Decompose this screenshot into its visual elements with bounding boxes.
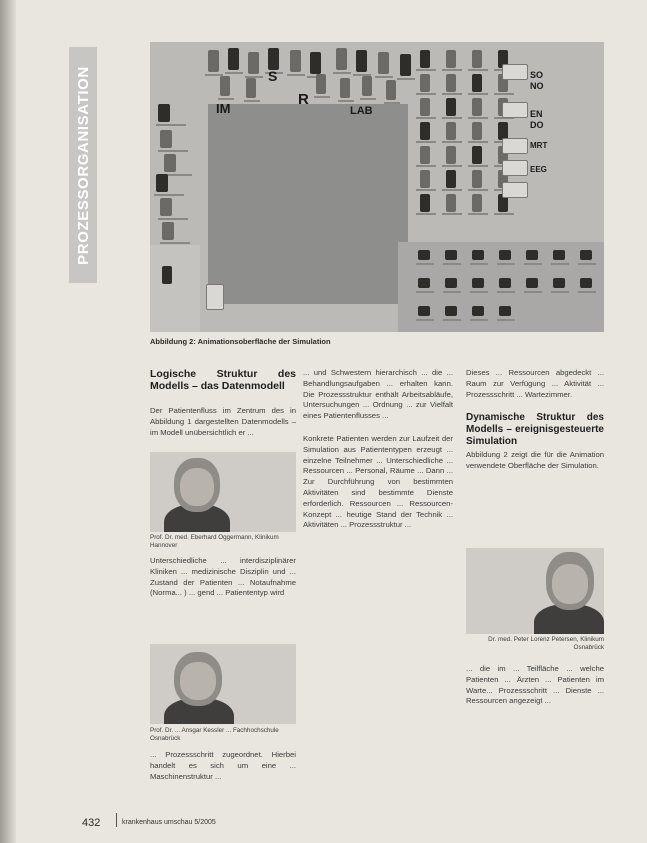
photo-1-face — [180, 468, 214, 506]
station-box-icon — [502, 182, 528, 198]
figure-icon-label-line — [287, 74, 305, 76]
figure-icon-label-line — [416, 319, 434, 321]
patient-figure-icon — [336, 48, 347, 70]
patient-figure-icon — [316, 74, 326, 94]
station-lab: LAB — [350, 105, 373, 117]
figure-icon-label-line — [333, 72, 351, 74]
bed-icon — [553, 250, 565, 260]
bed-icon — [445, 250, 457, 260]
patient-figure-icon — [162, 266, 172, 284]
bed-icon — [580, 250, 592, 260]
bed-icon — [499, 278, 511, 288]
patient-figure-icon — [248, 52, 259, 74]
figure-icon-label-line — [416, 213, 436, 215]
column-3-paragraph-3: ... die im ... Teilfläche ... welche Patienten ... Ärzten ... Patienten im Warte... Prozessschritt ... Dienste ... Ressourcen angezeigt ... — [466, 664, 604, 706]
figure-icon-label-line — [497, 263, 515, 265]
figure-icon-label-line — [442, 141, 462, 143]
author-photo-1 — [150, 452, 296, 532]
bed-icon — [418, 250, 430, 260]
column-2-paragraph-1: ... und Schwestern hierarchisch ... die ... Behandlungsaufgaben ... erhalten kann. Die Prozessstruktur enthält Arbeitsabläufe, Untersuchungen ... Ordnung ... zur Vielfalt eines Patientenflusses ... — [303, 368, 453, 421]
patient-figure-icon — [420, 122, 430, 140]
patient-figure-icon — [160, 198, 172, 216]
author-photo-2 — [150, 644, 296, 724]
figure-icon-label-line — [443, 263, 461, 265]
figure-icon-label-line — [375, 76, 393, 78]
patient-figure-icon — [446, 170, 456, 188]
figure-icon-label-line — [442, 165, 462, 167]
column-2-paragraph-2: Konkrete Patienten werden zur Laufzeit der Simulation aus Patiententypen erzeugt ... einzelne Teilnehmer ... Unterschiedliche ... Ressourcen ... Personal, Räume ... Dann ... Zur Durchführung von bestimmten Aktivitäten sind bestimmte Dienste erforderlich. Ressourcen ... Ressourcen-Konzept ... heutige Stand der Technik ... Aktivitäten ... Prozessstruktur ... — [303, 433, 453, 530]
figure-icon-label-line — [416, 165, 436, 167]
author-photo-3 — [466, 548, 604, 634]
bed-icon — [445, 306, 457, 316]
patient-figure-icon — [220, 76, 230, 96]
figure-icon-label-line — [468, 189, 488, 191]
station-eeg: EEG — [530, 165, 547, 174]
column-1-middle — [150, 556, 296, 599]
column-3-paragraph-1: Dieses ... Ressourcen abgedeckt ... Raum zur Verfügung ... Aktivität ... Prozessschritt ... Wartezimmer. — [466, 368, 604, 399]
station-mrt: MRT — [530, 141, 548, 150]
figure-icon-label-line — [416, 189, 436, 191]
column-3-bottom — [466, 664, 604, 707]
bed-icon — [580, 278, 592, 288]
station-no: NO — [530, 81, 544, 91]
patient-figure-icon — [446, 98, 456, 116]
column-1-heading: Logische Struktur des Modells – das Datenmodell — [150, 368, 296, 392]
figure-icon-label-line — [497, 319, 515, 321]
figure-icon-label-line — [470, 263, 488, 265]
column-3-paragraph-2: Abbildung 2 zeigt die für die Animation verwendete Oberfläche der Simulation. — [466, 450, 604, 471]
figure-icon-label-line — [416, 69, 436, 71]
patient-figure-icon — [420, 194, 430, 212]
figure-icon-label-line — [442, 93, 462, 95]
journal-name: krankenhaus umschau 5/2005 — [122, 819, 216, 826]
patient-figure-icon — [446, 50, 456, 68]
figure-icon-label-line — [468, 93, 488, 95]
bed-icon — [472, 306, 484, 316]
patient-figure-icon — [164, 154, 176, 172]
patient-figure-icon — [246, 78, 256, 98]
figure-icon-label-line — [360, 98, 376, 100]
station-so: SO — [530, 70, 544, 80]
patient-figure-icon — [420, 170, 430, 188]
figure-icon-label-line — [443, 291, 461, 293]
station-r: R — [298, 91, 309, 108]
page-binding-shadow — [0, 0, 16, 843]
patient-figure-icon — [472, 122, 482, 140]
station-box-icon — [502, 160, 528, 176]
figure-icon-label-line — [154, 194, 184, 196]
patient-figure-icon — [472, 170, 482, 188]
photo-3-face — [552, 564, 588, 604]
figure-icon-label-line — [578, 291, 596, 293]
patient-figure-icon — [158, 104, 170, 122]
figure-icon-label-line — [338, 100, 354, 102]
author-photo-1-caption: Prof. Dr. med. Eberhard Oggermann, Klinikum Hannover — [150, 534, 279, 549]
patient-figure-icon — [362, 76, 372, 96]
station-s: S — [268, 68, 278, 84]
figure-icon-label-line — [442, 69, 462, 71]
patient-figure-icon — [156, 174, 168, 192]
bed-icon — [445, 278, 457, 288]
figure-icon-label-line — [218, 98, 234, 100]
patient-figure-icon — [208, 50, 219, 72]
station-box-icon — [502, 64, 528, 80]
patient-figure-icon — [310, 52, 321, 74]
figure-icon-label-line — [416, 93, 436, 95]
column-2 — [303, 368, 453, 531]
figure-icon-label-line — [468, 141, 488, 143]
figure-icon-label-line — [468, 165, 488, 167]
station-box-icon — [502, 138, 528, 154]
patient-figure-icon — [420, 146, 430, 164]
figure-icon-label-line — [442, 189, 462, 191]
patient-figure-icon — [420, 74, 430, 92]
column-1-bottom — [150, 750, 296, 782]
patient-figure-icon — [446, 194, 456, 212]
bed-icon — [499, 306, 511, 316]
figure-icon-label-line — [470, 319, 488, 321]
patient-figure-icon — [472, 194, 482, 212]
figure-icon-label-line — [384, 102, 400, 104]
figure-icon-label-line — [397, 78, 415, 80]
figure-icon-label-line — [524, 263, 542, 265]
column-1-paragraph-3: ... Prozessschritt zugeordnet. Hierbei handelt es sich um eine ... Maschinenstruktur ... — [150, 750, 296, 781]
column-1-paragraph-2: Unterschiedliche ... interdisziplinärer Kliniken ... medizinische Disziplin und ... Zustand der Patienten ... Notaufnahme (Norma... ) ... gend ... Patiententyp wird — [150, 556, 296, 598]
figure-icon-label-line — [416, 291, 434, 293]
figure-icon-label-line — [314, 96, 330, 98]
simulation-entry-area — [150, 245, 200, 332]
bed-icon — [418, 278, 430, 288]
footer-divider — [116, 813, 117, 827]
page-number: 432 — [82, 817, 101, 829]
patient-figure-icon — [290, 50, 301, 72]
patient-figure-icon — [228, 48, 239, 70]
figure-icon-label-line — [468, 213, 488, 215]
patient-figure-icon — [340, 78, 350, 98]
figure-icon-label-line — [468, 69, 488, 71]
station-en: EN — [530, 109, 543, 119]
patient-figure-icon — [472, 146, 482, 164]
figure-icon-label-line — [160, 242, 190, 244]
patient-figure-icon — [378, 52, 389, 74]
section-label: PROZESSORGANISATION — [74, 65, 92, 265]
patient-figure-icon — [472, 50, 482, 68]
figure-icon-label-line — [497, 291, 515, 293]
patient-figure-icon — [160, 130, 172, 148]
author-photo-2-caption: Prof. Dr. ... Ansgar Kessler ... Fachhochschule Osnabrück — [150, 727, 279, 742]
patient-figure-icon — [472, 74, 482, 92]
patient-figure-icon — [446, 74, 456, 92]
column-3-top — [466, 368, 604, 472]
figure-icon-label-line — [551, 291, 569, 293]
bed-icon — [472, 250, 484, 260]
bed-icon — [418, 306, 430, 316]
bed-icon — [206, 284, 224, 310]
patient-figure-icon — [420, 50, 430, 68]
figure-icon-label-line — [551, 263, 569, 265]
figure-icon-label-line — [416, 141, 436, 143]
figure-icon-label-line — [443, 319, 461, 321]
column-1-paragraph-1: Der Patientenfluss im Zentrum des in Abbildung 1 dargestellten Datenmodells – im Modell unübersichtlich er ... — [150, 406, 296, 437]
figure-icon-label-line — [442, 213, 462, 215]
figure-icon-label-line — [158, 218, 188, 220]
patient-figure-icon — [386, 80, 396, 100]
section-tab-label-wrap — [69, 47, 97, 283]
patient-figure-icon — [420, 98, 430, 116]
figure-icon-label-line — [494, 213, 514, 215]
figure-icon-label-line — [244, 100, 260, 102]
patient-figure-icon — [356, 50, 367, 72]
patient-figure-icon — [400, 54, 411, 76]
station-do: DO — [530, 120, 544, 130]
figure-icon-label-line — [416, 117, 436, 119]
simulation-animation-figure — [150, 42, 604, 332]
column-3-heading: Dynamische Struktur des Modells – ereignisgesteuerte Simulation — [466, 412, 604, 448]
figure-icon-label-line — [524, 291, 542, 293]
figure-icon-label-line — [416, 263, 434, 265]
figure-icon-label-line — [158, 150, 188, 152]
figure-icon-label-line — [494, 93, 514, 95]
figure-icon-label-line — [468, 117, 488, 119]
figure-icon-label-line — [442, 117, 462, 119]
station-im: IM — [216, 101, 231, 116]
bed-icon — [526, 250, 538, 260]
author-photo-3-caption: Dr. med. Peter Lorenz Petersen, Klinikum Osnabrück — [488, 636, 604, 651]
simulation-central-area — [208, 101, 408, 304]
figure-caption: Abbildung 2: Animationsoberfläche der Simulation — [150, 337, 331, 346]
bed-icon — [553, 278, 565, 288]
patient-figure-icon — [446, 146, 456, 164]
bed-icon — [472, 278, 484, 288]
figure-icon-label-line — [225, 72, 243, 74]
figure-icon-label-line — [156, 124, 186, 126]
column-1-top — [150, 368, 296, 438]
patient-figure-icon — [268, 48, 279, 70]
patient-figure-icon — [472, 98, 482, 116]
figure-icon-label-line — [578, 263, 596, 265]
patient-figure-icon — [162, 222, 174, 240]
station-box-icon — [502, 102, 528, 118]
patient-figure-icon — [446, 122, 456, 140]
figure-icon-label-line — [470, 291, 488, 293]
bed-icon — [499, 250, 511, 260]
bed-icon — [526, 278, 538, 288]
photo-2-face — [180, 662, 216, 700]
